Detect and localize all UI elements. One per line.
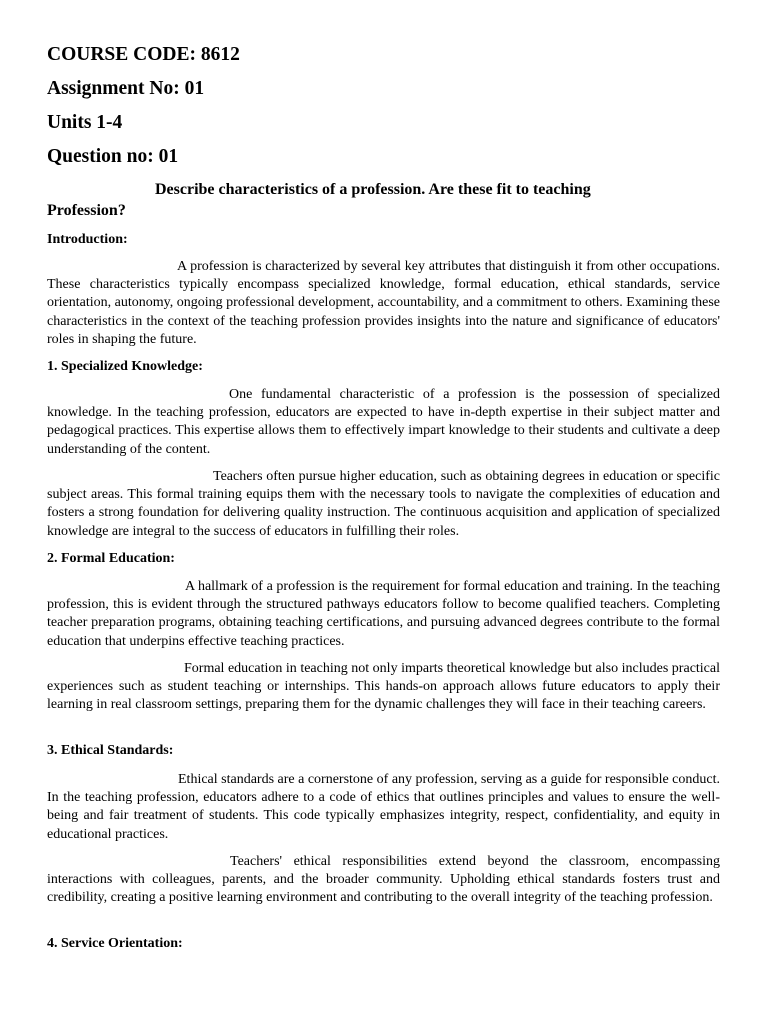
paragraph-text: A profession is characterized by several key attributes that distinguish it from other occupations. These characteristics typically encompass specialized knowledge, formal education, ethical standards, service orientation, autonomy, ongoing professional development, accountability, and a commitment to others. Examining these characteristics in the context of the teaching profession provides insights into the nature and significance of educators' roles in shaping the future. (47, 259, 720, 347)
introduction-heading: Introduction: (47, 232, 128, 247)
paragraph-text: A hallmark of a profession is the requirement for formal education and training. In the teaching profession, this is evident through the structured pathways educators follow to become qualified teachers. Completing teacher preparation programs, obtaining teaching certifications, and pursuing advanced degrees contribute to the formal education that underpins effective teaching practices. (47, 579, 720, 649)
units-heading: Units 1-4 (47, 112, 123, 133)
question-text (47, 179, 721, 221)
paragraph-text: Teachers often pursue higher education, such as obtaining degrees in education or specific subject areas. This formal training equips them with the necessary tools to navigate the complexities of education and fosters a strong foundation for delivering quality instruction. The continuous acquisition and application of specialized knowledge are integral to the success of educators in fulfilling their roles. (47, 469, 720, 539)
paragraph-text: One fundamental characteristic of a profession is the possession of specialized knowledge. In the teaching profession, educators are expected to have in-depth expertise in their subject matter and pedagogical practices. This expertise allows them to effectively impart knowledge to their students and cultivate a deep understanding of the content. (47, 387, 720, 457)
section-heading-specialized-knowledge: 1. Specialized Knowledge: (47, 359, 203, 374)
paragraph-text: Teachers' ethical responsibilities extend beyond the classroom, encompassing interactions with colleagues, parents, and the broader community. Upholding ethical standards fosters trust and credibility, creating a positive learning environment and contributing to the overall integrity of the teaching profession. (47, 854, 720, 906)
question-line-1: Describe characteristics of a profession. Are these fit to teaching (155, 181, 591, 198)
section-heading-service-orientation: 4. Service Orientation: (47, 936, 183, 951)
specialized-knowledge-paragraph-2 (47, 468, 720, 541)
question-number-heading: Question no: 01 (47, 146, 179, 167)
section-heading-formal-education: 2. Formal Education: (47, 551, 175, 566)
course-code-heading: COURSE CODE: 8612 (47, 44, 240, 65)
formal-education-paragraph-1 (47, 578, 720, 651)
question-line-2: Profession? (47, 202, 126, 219)
specialized-knowledge-paragraph-1 (47, 386, 720, 459)
formal-education-paragraph-2 (47, 660, 720, 715)
paragraph-text: Formal education in teaching not only imparts theoretical knowledge but also includes practical experiences such as student teaching or internships. This hands-on approach allows future educators to apply their learning in real classroom settings, preparing them for the dynamic challenges they will face in their teaching careers. (47, 661, 720, 713)
assignment-heading: Assignment No: 01 (47, 78, 205, 99)
paragraph-text: Ethical standards are a cornerstone of any profession, serving as a guide for responsible conduct. In the teaching profession, educators adhere to a code of ethics that outlines principles and values to ensure the well-being and fair treatment of students. This code typically emphasizes integrity, respect, confidentiality, and equity in educational practices. (47, 772, 720, 842)
ethical-standards-paragraph-2 (47, 853, 720, 908)
introduction-paragraph (47, 258, 720, 349)
ethical-standards-paragraph-1 (47, 771, 720, 844)
section-heading-ethical-standards: 3. Ethical Standards: (47, 743, 174, 758)
